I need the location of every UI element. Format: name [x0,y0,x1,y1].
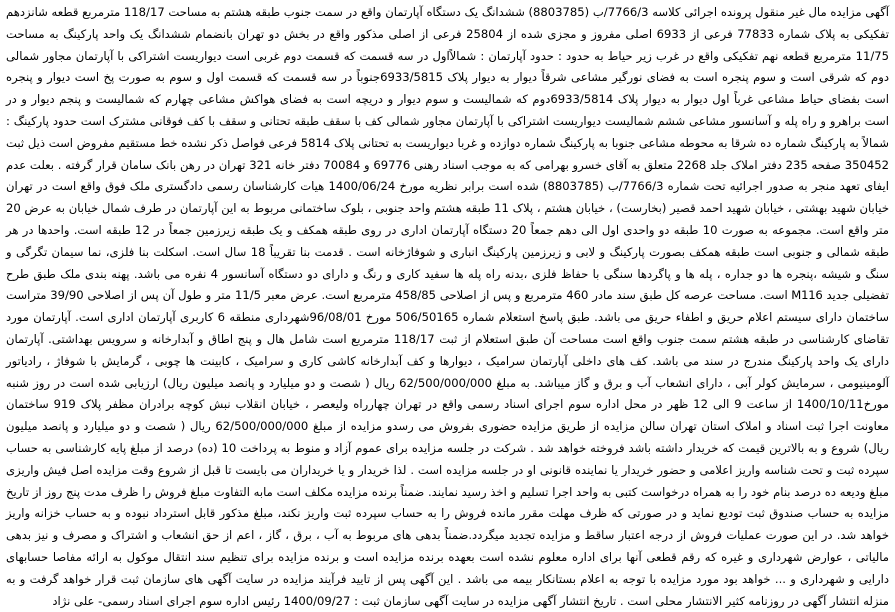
notice-body-text: آگهی مزایده مال غیر منقول پرونده اجرائی کلاسه 7766/3/ب (8803785) ششدانگ یک دستگاه آپارتمان واقع در سمت جنوب طبقه هشتم به مساحت 118/17 مترمربع قطعه شانزدهم تفکیکی به پلاک شماره 77833 فرعی از 6933 اصلی مفروز و مجزی شده از 25804 فرعی از اصلی مذکور واقع در بخش دو تهران بانضمام ششدانگ یک واحد پارکینگ به مساحت 11/75 مترمربع قطعه نهم تفکیکی واقع در غرب زیر حیاط به حدود : حدود آپارتمان : شمالاًاول در سه قسمت که قسمت دوم غربی است دیواریست اشتراکی با آپارتمان مجاور شمالی دوم که شرقی است و سوم پنجره است به فضای نورگیر مشاعی شرقاً دیوار به دیوار پلاک 6933/5815جنوباً در سه قسمت که قسمت اول و سوم به صورت پخ است دیوار و پنجره است بفضای حیاط مشاعی غرباً اول دیوار به دیوار پلاک 6933/5814دوم که شمالیست و سوم دیوار و دریچه است به فضای هواکش مشاعی چهارم که شمالیست و پنجم دیوار و در است براهرو و راه پله و آسانسور مشاعی ششم شمالیست دیواریست اشتراکی با آپارتمان مجاور شمالی کف با سقف طبقه تحتانی و سقف با کف فوقانی مشترک است حدود پارکینگ : شمالاً به پارکینگ شماره ده شرقا به محوطه مشاعی جنوبا به پارکینگ شماره دوازده و غربا دیواریست به تحتانی پلاک 5814 فرعی فواصل ذکر نشده خط مستقیم مفروض است ذیل ثبت 350452 صفحه 235 دفتر املاک جلد 2268 متعلق به آقای خسرو بهرامی که به موجب اسناد رهنی 69776 و 70084 دفتر خانه 321 تهران در رهن بانک سامان قرار گرفته . بعلت عدم ایفای تعهد منجر به صدور اجرائیه تحت شماره 7766/3/ب (8803785) شده است برابر نظریه مورخ 1400/06/24 هیات کارشناسان رسمی دادگستری ملک فوق واقع است در تهران خیابان شهید بهشتی ، خیابان شهید احمد قصیر (بخارست) ، خیابان هشتم ، پلاک 11 طبقه هشتم واحد جنوبی ، بلوک ساختمانی مربوط به این آپارتمان در طرف شمال خیابان به عرض 20 متر واقع است. مجموعه به صورت 10 طبقه دو واحدی اول الی دهم جمعاً 20 دستگاه آپارتمان اداری در روی طبقه همکف و یک طبقه زیرزمین جمعاً در 12 طبقه است. واحدها در هر طبقه شمالی و جنوبی است طبقه همکف بصورت پارکینگ و لابی و زیرزمین پارکینگ انباری و شوفاژخانه است . قدمت بنا تقریباً 18 سال است. اسکلت بنا فلزی، نما سیمان تگرگی و سنگ و شیشه ،پنجره ها دو جداره ، پله ها و پاگردها سنگی با حفاظ فلزی ،بدنه راه پله ها سفید کاری و رنگ و دارای دو دستگاه آسانسور 4 نفره می باشد. پهنه بندی ملک طبق طرح تفضیلی جدید M116 است. مساحت عرصه کل طبق سند مادر 460 مترمربع و پس از اصلاحی 458/85 مترمربع است. عرض معبر 11/5 متر و طول آن پس از اصلاحی 39/90 متراست ساختمان دارای سیستم اعلام حریق و اطفاء حریق می باشد. طبق پاسخ استعلام شماره 506/50165 مورخ 96/08/01شهرداری منطقه 6 کاربری آپارتمان اداری است. آپارتمان مورد تقاضای کارشناسی در طبقه هشتم سمت جنوب واقع است مساحت آن طبق استعلام از ثبت 118/17 مترمربع است شامل هال و پنج اطاق و آبدارخانه و سرویس بهداشتی. آپارتمان دارای یک واحد پارکینگ مندرج در سند می باشد. کف های داخلی آپارتمان سرامیک ، دیوارها و کف آبدارخانه کاشی کاری و سرامیک ، کابینت ها چوبی ، گرمایش با شوفاژ ، رادیاتور آلومینیومی ، سرمایش کولر آبی ، دارای انشعاب آب و برق و گاز میباشد. به مبلغ 62/500/000/000 ریال ( شصت و دو میلیارد و پانصد میلیون ریال) ارزیابی شده است در روز شنبه مورخ1400/10/11 از ساعت 9 الی 12 ظهر در محل اداره سوم اجرای اسناد رسمی واقع در تهران چهارراه ولیعصر ، خیابان انقلاب نبش کوچه برادران مظفر پلاک 919 ساختمان معاونت اجرا ثبت اسناد و املاک استان تهران سالن مزایده از طریق مزایده حضوری بفروش می رسدو مزایده از مبلغ 62/500/000/000 ریال ( شصت و دو میلیارد و پانصد میلیون ریال) شروع و به بالاترین قیمت که خریدار داشته باشد فروخته خواهد شد . شرکت در جلسه مزایده برای عموم آزاد و منوط به پرداخت 10 (ده) درصد از مبلغ پایه کارشناسی به حساب سپرده ثبت و تحت شناسه واریز اعلامی و حضور خریدار یا نماینده قانونی او در جلسه مزایده است . لذا خریدار و یا خریداران می بایست تا قبل از شروع وقت مزایده اصل فیش واریزی مبلغ ودیعه ده درصد بنام خود را به همراه درخواست کتبی به واحد اجرا تسلیم و اخذ رسید نمایند. ضمناً برنده مزایده مکلف است مابه التفاوت مبلغ فروش را ظرف مدت پنج روز از تاریخ مزایده به حساب صندوق ثبت تودیع نماید و در صورتی که ظرف مهلت مقرر مانده فروش را به حساب سپرده ثبت واریز نکند، مبلغ مذکور قابل استرداد نبوده و به حساب خزانه واریز خواهد شد. در این صورت عملیات فروش از درجه اعتبار ساقط و مزایده تجدید میگردد.ضمناً بدهی های مربوط به آب ، برق ، گاز ، اعم از حق انشعاب و اشتراک و مصرف و نیز بدهی مالیاتی ، عوارض شهرداری و غیره که رقم قطعی آنها برای اداره معلوم نشده است بعهده برنده مزایده است و برنده مزایده برای تنظیم سند انتقال موکول به ارائه مفاصا حسابهای دارایی و شهرداری و ... خواهد بود مورد مزایده با توجه به اعلام بستانکار بیمه می باشد . این آگهی پس از تایید فرآیند مزایده در سایت آگهی های سازمان ثبت قرار خواهد گرفت و به منزله انتشار آگهی در روزنامه کثیر الانتشار محلی است . تاریخ انتشار آگهی مزایده در سایت آگهی سازمان ثبت : 1400/09/27 رئیس اداره سوم اجرای اسناد رسمی- علی نژاد [6,5,890,608]
